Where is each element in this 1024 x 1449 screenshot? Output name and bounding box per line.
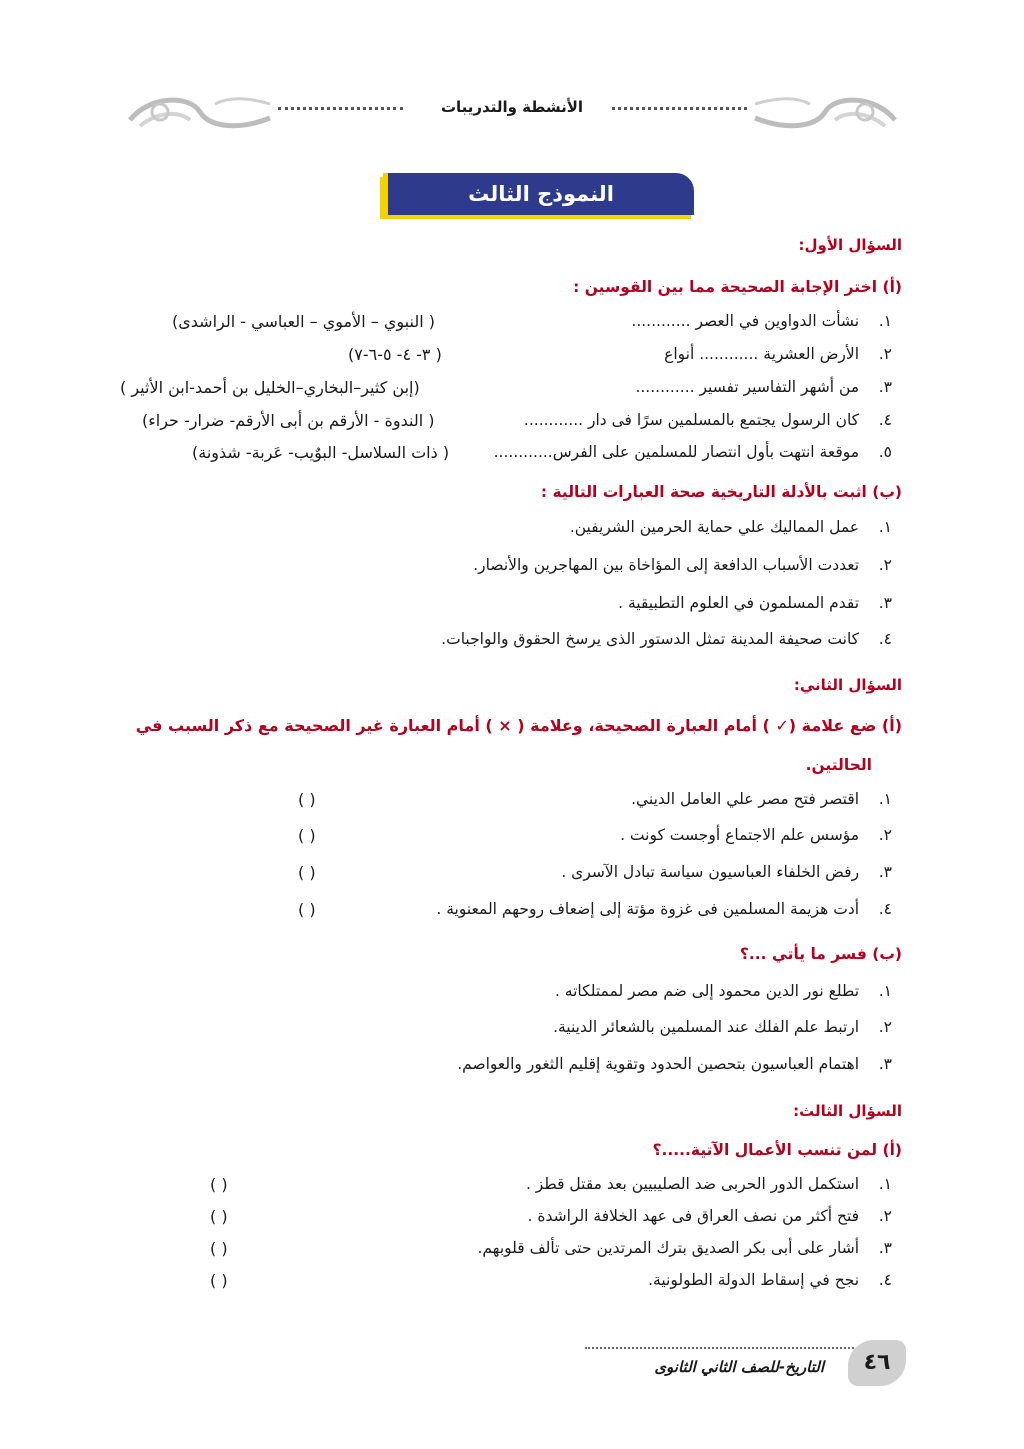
q2-a-item-2: ٢. مؤسس علم الاجتماع أوجست كونت . [620, 826, 892, 844]
q2-a-box-2[interactable]: ( ) [298, 826, 316, 845]
q2-a-item-4: ٤. أدت هزيمة المسلمين فى غزوة مؤتة إلى إضعاف روحهم المعنوية . [436, 900, 892, 918]
q1-a-options-2: ( ٣- ٤- ٥-٦-٧) [348, 345, 442, 364]
q2-b-heading: (ب) فسر ما يأتي ...؟ [739, 945, 902, 963]
q2-a-item-3: ٣. رفض الخلفاء العباسيون سياسة تبادل الآسرى . [561, 863, 892, 881]
q2-a-heading-line2: الحالتين. [805, 756, 872, 774]
q1-b-item-2: ٢. تعددت الأسباب الدافعة إلى المؤاخاة بين المهاجرين والأنصار. [473, 556, 892, 574]
footer-title: التاريخ-للصف الثاني الثانوى [654, 1358, 824, 1376]
q1-heading: السؤال الأول: [798, 236, 902, 254]
q2-a-item-1: ١. اقتصر فتح مصر علي العامل الديني. [631, 790, 892, 808]
q1-a-options-3: (إبن كثير–البخاري–الخليل بن أحمد-ابن الأثير ) [120, 378, 420, 397]
q1-b-item-4: ٤. كانت صحيفة المدينة تمثل الدستور الذى يرسخ الحقوق والواجبات. [441, 630, 892, 648]
q1-b-item-1: ١. عمل المماليك علي حماية الحرمين الشريفين. [569, 518, 892, 536]
q3-a-item-1: ١. استكمل الدور الحربى ضد الصليبيين بعد مقتل قطز . [525, 1175, 892, 1193]
q2-a-box-3[interactable]: ( ) [298, 863, 316, 882]
q2-a-heading-line1: (أ) ضع علامة (✓ ) أمام العبارة الصحيحة، وعلامة ( × ) أمام العبارة غير الصحيحة مع ذكر السبب في [135, 716, 902, 735]
q3-a-item-4: ٤. نجح في إسقاط الدولة الطولونية. [648, 1271, 892, 1289]
q2-b-item-1: ١. تطلع نور الدين محمود إلى ضم مصر لممتلكاته . [554, 982, 892, 1000]
q1-b-heading: (ب) اثبت بالأدلة التاريخية صحة العبارات التالية : [540, 483, 902, 501]
q3-a-box-4[interactable]: ( ) [210, 1271, 228, 1290]
q2-heading: السؤال الثاني: [793, 676, 902, 694]
q2-a-box-4[interactable]: ( ) [298, 900, 316, 919]
q3-a-box-3[interactable]: ( ) [210, 1239, 228, 1258]
q1-a-item-3: ٣. من أشهر التفاسير تفسير ............ [635, 378, 892, 396]
model-title: النموذج الثالث [383, 173, 694, 215]
q1-a-item-1: ١. نشأت الدواوين في العصر ............ [631, 312, 892, 330]
q3-a-box-1[interactable]: ( ) [210, 1175, 228, 1194]
q1-a-options-1: ( النبوي – الأموي – العباسي - الراشدى) [172, 312, 435, 331]
q3-heading: السؤال الثالث: [793, 1102, 902, 1120]
q3-a-item-2: ٢. فتح أكثر من نصف العراق فى عهد الخلافة الراشدة . [527, 1207, 892, 1225]
q1-b-item-3: ٣. تقدم المسلمون في العلوم التطبيقية . [618, 594, 892, 612]
q3-a-box-2[interactable]: ( ) [210, 1207, 228, 1226]
q2-b-item-2: ٢. ارتبط علم الفلك عند المسلمين بالشعائر الدينية. [553, 1018, 892, 1036]
q1-a-heading: (أ) اختر الإجابة الصحيحة مما بين القوسين : [573, 278, 902, 296]
q2-a-box-1[interactable]: ( ) [298, 790, 316, 809]
q3-a-item-3: ٣. أشار على أبى بكر الصديق بترك المرتدين حتى تألف قلوبهم. [477, 1239, 892, 1257]
page-number: ٤٦ [848, 1340, 906, 1386]
q2-b-item-3: ٣. اهتمام العباسيون بتحصين الحدود وتقوية إقليم الثغور والعواصم. [457, 1055, 892, 1073]
q1-a-options-5: ( ذات السلاسل- البوٌيب- عَربة- شذونة) [192, 443, 450, 462]
q3-a-heading: (أ) لمن تنسب الأعمال الآتية.....؟ [652, 1141, 902, 1159]
q1-a-item-5: ٥. موقعة انتهت بأول انتصار للمسلمين على الفرس............ [493, 443, 892, 461]
q1-a-options-4: ( الندوة - الأرقم بن أبى الأرقم- ضرار- حراء) [142, 411, 435, 430]
q1-a-item-2: ٢. الأرض العشرية ............ أنواع [664, 345, 892, 363]
q1-a-item-4: ٤. كان الرسول يجتمع بالمسلمين سرًا فى دار ............ [523, 411, 892, 429]
header-title: الأنشطة والتدريبات [440, 98, 584, 116]
